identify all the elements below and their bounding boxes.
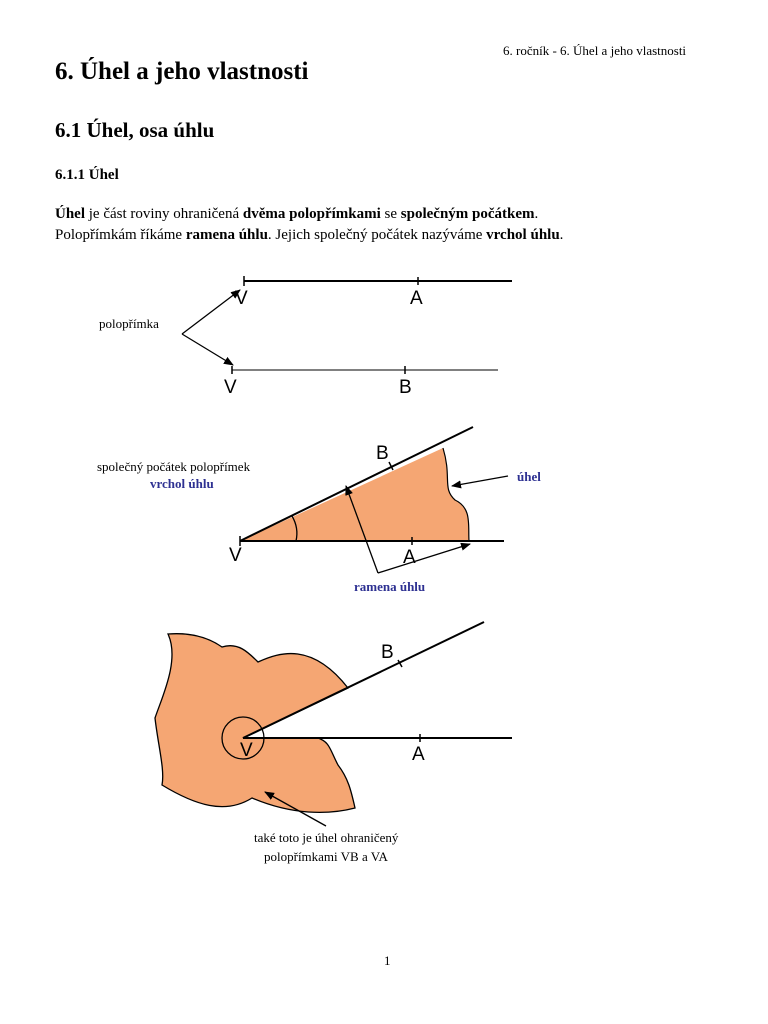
- reflex-label-a: A: [412, 744, 425, 765]
- term-arms: ramena úhlu: [185, 227, 268, 243]
- def-text-4: Polopřímkám říkáme: [55, 227, 186, 243]
- def-text-3: .: [534, 206, 539, 222]
- arrow-to-angle: [452, 476, 508, 486]
- label-angle: úhel: [517, 469, 541, 484]
- def-text-6: .: [559, 227, 564, 243]
- def-text-1: je část roviny ohraničená: [85, 206, 243, 222]
- term-vertex: vrchol úhlu: [486, 227, 560, 243]
- term-two-rays: dvěma polopřímkami: [242, 206, 381, 222]
- ray-vb-label-b: B: [399, 377, 412, 398]
- def-text-5: . Jejich společný počátek nazýváme: [267, 227, 487, 243]
- ray-vb-label-v: V: [224, 377, 237, 398]
- arrow-to-ray-vb: [182, 334, 233, 365]
- term-common-start: společným počátkem: [400, 206, 535, 222]
- ray-va-label-v: V: [235, 288, 248, 309]
- reflex-angle-region: [155, 634, 355, 813]
- ray-va-label-a: A: [410, 288, 423, 309]
- section-title: 6.1 Úhel, osa úhlu: [55, 118, 215, 142]
- arrow-to-ray-va: [182, 290, 240, 334]
- chapter-title: 6. Úhel a jeho vlastnosti: [55, 58, 309, 85]
- angle-label-b: B: [376, 443, 389, 464]
- label-common-start: společný počátek polopřímek: [97, 459, 251, 474]
- def-text-2: se: [380, 206, 401, 222]
- label-polopr: polopřímka: [99, 316, 159, 331]
- diagram-reflex-angle: [155, 622, 512, 864]
- reflex-caption-line-1: také toto je úhel ohraničený: [254, 830, 399, 845]
- arrow-to-arm-va: [378, 544, 470, 573]
- label-arms: ramena úhlu: [354, 579, 426, 594]
- label-vertex: vrchol úhlu: [150, 476, 214, 491]
- reflex-label-b: B: [381, 642, 394, 663]
- reflex-label-v: V: [240, 740, 253, 761]
- diagram-rays: [99, 276, 512, 398]
- angle-label-v: V: [229, 545, 242, 566]
- diagram-angle: [97, 427, 541, 594]
- page-number: 1: [384, 953, 391, 968]
- running-header: 6. ročník - 6. Úhel a jeho vlastnosti: [503, 43, 687, 58]
- subsection-title: 6.1.1 Úhel: [55, 167, 119, 183]
- term-angle: Úhel: [55, 206, 85, 222]
- angle-label-a: A: [403, 547, 416, 568]
- angle-region: [240, 448, 469, 541]
- reflex-caption-line-2: polopřímkami VB a VA: [264, 849, 388, 864]
